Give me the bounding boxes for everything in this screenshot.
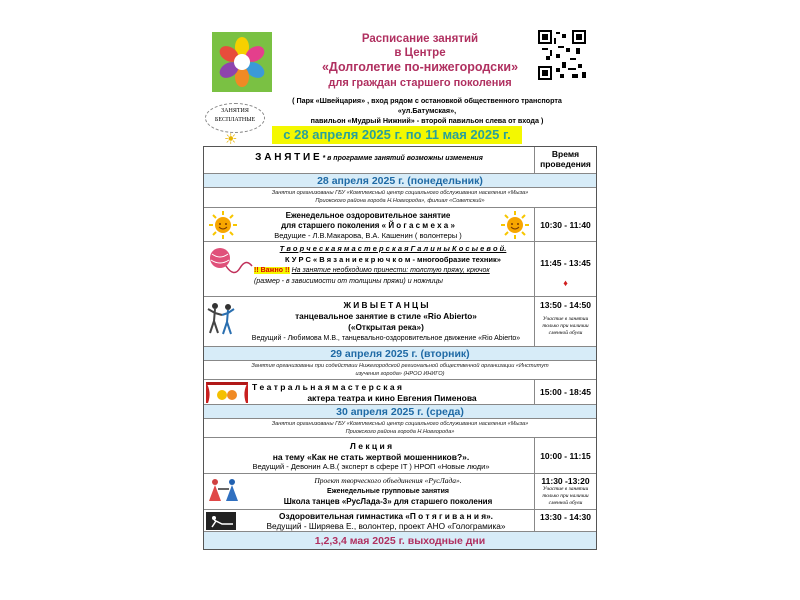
gym-time: 13:30 - 14:30	[534, 510, 596, 531]
title-line1: Расписание занятий	[361, 33, 479, 45]
knit-line4: (размер - в зависимости от толщины пряжи) и ножницы	[254, 277, 443, 285]
address-line1: ( Парк «Швейцария» , вход рядом с остановкой общественного транспорта «ул.Батумская»,	[292, 96, 562, 115]
dance-line1: Ж И В Ы Е Т А Н Ц Ы	[343, 300, 429, 310]
pin-icon: ♦	[563, 278, 568, 288]
address-line2: павильон «Мудрый Нижний» - второй павильон слева от входа )	[310, 116, 544, 125]
day-header-apr29: 29 апреля 2025 г. (вторник)	[204, 346, 596, 360]
gym-line1: Оздоровительная гимнастика «П о т я г и в а н и я».	[279, 511, 493, 521]
ruslada-note: Участие в занятии только при наличии сменной обуви	[542, 486, 589, 506]
table-row-theatre	[204, 379, 596, 404]
col-time: Время проведения	[534, 147, 596, 173]
center-logo	[212, 32, 272, 92]
lecture-line2: на тему «Как не стать жертвой мошенников?».	[272, 451, 470, 462]
qr-code[interactable]	[538, 30, 586, 80]
table-row-lecture	[204, 437, 596, 473]
dance-line3: («Открытая река»)	[348, 322, 424, 332]
title-line4: для граждан старшего поколения	[328, 77, 512, 89]
table-row-gym	[204, 509, 596, 531]
table-row-yoga	[204, 207, 596, 241]
dance-line4: Ведущий - Любимова М.В., танцевально-оздоровительное движение «Rio Abierto»	[251, 335, 521, 342]
col-activity: З А Н Я Т И Е	[255, 152, 320, 163]
theatre-line1: Т е а т р а л ь н а я м а с т е р с к а я	[252, 382, 402, 392]
schedule-table	[203, 146, 597, 550]
org-line: Занятия организованы при содействии Нижегородской региональной общественной организации «Институт	[251, 363, 549, 369]
lecture-line3: Ведущий - Девонин А.В.( эксперт в сфере IT ) НРОП «Новые люди»	[252, 462, 490, 471]
table-row-knitting	[204, 241, 596, 296]
ruslada-line3: Школа танцев «РусЛада-3» для старшего поколения	[283, 497, 493, 506]
lecture-time: 10:00 - 11:15	[534, 438, 596, 473]
dance-note: Участие в занятии только при наличии сменной обуви	[542, 316, 589, 336]
gym-line2: Ведущий - Ширяева Е., волонтер, проект АНО «Гологрaмика»	[266, 521, 506, 531]
dance-time: 13:50 - 14:50	[539, 300, 592, 310]
table-row-ruslada	[204, 473, 596, 509]
ruslada-line1: Проект творческого объединения «РусЛада».	[314, 476, 462, 485]
knit-time: 11:45 - 13:45	[540, 258, 591, 268]
ruslada-time-cell	[534, 474, 596, 509]
sun-icon	[500, 210, 530, 245]
org-line: изучения города» (НРОО ИНИГО)	[355, 370, 445, 377]
ruslada-line2: Еженедельные групповые занятия	[327, 487, 449, 495]
ruslada-time: 11:30 -13:20	[541, 476, 590, 486]
address	[262, 96, 592, 126]
free-line2: БЕСПЛАТНЫЕ	[214, 117, 256, 123]
day-header-apr30: 30 апреля 2025 г. (среда)	[204, 404, 596, 418]
yoga-line3: Ведущие - Л.В.Макарова, В.А. Кашенин ( волонтеры )	[274, 231, 462, 240]
sun-icon	[208, 210, 238, 245]
holiday-banner: 1,2,3,4 мая 2025 г. выходные дни	[204, 531, 596, 549]
org-note-day2	[204, 360, 596, 379]
yoga-line2: для старшего поколения « Й о г а с м е х а »	[281, 221, 455, 230]
theatre-line2: актера театра и кино Евгения Пименова	[307, 392, 477, 403]
dance-line2: танцевальное занятие в стиле «Rio Abierto»	[295, 311, 477, 321]
important-badge: !! Важно !!	[254, 267, 290, 274]
theatre-time: 15:00 - 18:45	[534, 380, 596, 404]
yoga-time: 10:30 - 11:40	[534, 208, 596, 241]
knit-line3: На занятие необходимо принести: толстую пряжу, крючок	[291, 267, 490, 274]
dance-time-cell	[534, 297, 596, 346]
day-header-apr28: 28 апреля 2025 г. (понедельник)	[204, 173, 596, 187]
col-activity-note: * в программе занятий возможны изменения	[322, 155, 483, 162]
dancers-icon	[206, 301, 236, 346]
org-line: Занятия организованы ГБУ «Комплексный центр социального обслуживания населения «Мыза»	[271, 421, 529, 427]
org-line: Занятия организованы ГБУ «Комплексный центр социального обслуживания населения «Мыза»	[271, 190, 529, 196]
org-note-day3	[204, 418, 596, 437]
free-line1: ЗАНЯТИЯ	[221, 108, 249, 114]
knit-line2: К У Р С « В я з а н и е к р ю ч к о м - многообразие техник»	[285, 254, 501, 264]
table-header	[204, 147, 596, 173]
sun-icon: ☀	[224, 131, 238, 148]
yoga-line1: Еженедельное оздоровительное занятие	[285, 211, 451, 220]
knit-line1: Т в о р ч е с к а я м а с т е р с к а я Г а л и н ы К о с ы е в о й.	[279, 244, 507, 253]
lecture-line1: Л е к ц и я	[349, 441, 393, 451]
org-note-day1	[204, 187, 596, 207]
knit-time-cell	[534, 242, 596, 296]
title-line3: «Долголетие по-нижегородски»	[321, 60, 519, 74]
org-line: Приокского района города Н.Новгорода»	[345, 428, 455, 435]
yarn-icon	[206, 246, 254, 285]
free-badge	[205, 103, 265, 133]
title-line2: в Центре	[394, 47, 446, 59]
org-line: Приокского района города Н.Новгорода», филиал «Советский»	[315, 197, 485, 204]
folk-dancers-icon	[206, 477, 242, 510]
table-row-dance	[204, 296, 596, 346]
date-range: с 28 апреля 2025 г. по 11 мая 2025 г.	[272, 126, 522, 144]
